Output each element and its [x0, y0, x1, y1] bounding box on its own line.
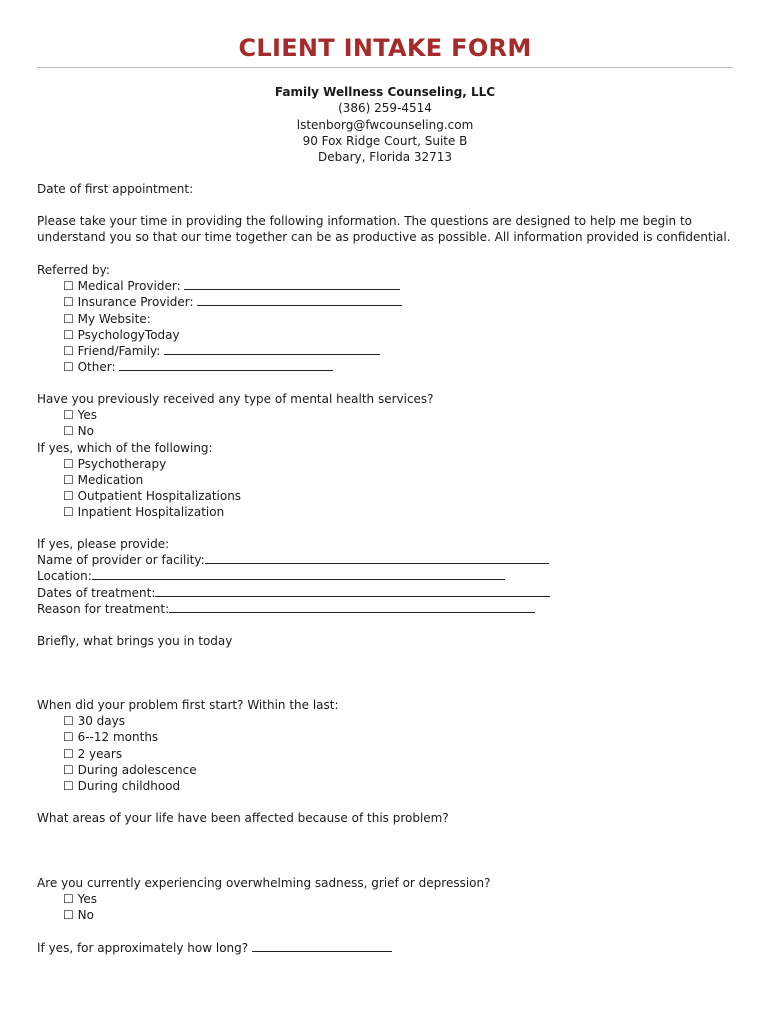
sadness-question: Are you currently experiencing overwhelming sadness, grief or depression? — [37, 876, 491, 890]
checkbox-icon[interactable]: ☐ — [63, 295, 74, 310]
dates-row — [37, 585, 550, 601]
practice-phone: (386) 259-4514 — [338, 101, 432, 116]
option-label: PsychologyToday — [77, 327, 180, 342]
checkbox-icon[interactable]: ☐ — [63, 344, 74, 359]
intro-paragraph — [37, 213, 731, 245]
option-outpatient[interactable] — [37, 488, 434, 504]
areas-question: What areas of your life have been affected because of this problem? — [37, 811, 449, 825]
option-label: Insurance Provider: — [77, 295, 194, 310]
checkbox-icon[interactable]: ☐ — [63, 279, 74, 294]
checkbox-icon[interactable]: ☐ — [63, 762, 74, 777]
option-label: My Website: — [77, 311, 151, 326]
field-label: Name of provider or facility: — [37, 553, 205, 568]
brief-section — [37, 633, 232, 649]
fill-in-line[interactable] — [164, 343, 380, 355]
checkbox-icon[interactable]: ☐ — [63, 473, 74, 488]
option-no[interactable] — [37, 423, 434, 439]
how-long-section — [37, 940, 392, 956]
provider-name-line[interactable] — [205, 552, 549, 564]
option-yes[interactable] — [37, 891, 491, 907]
option-psychotherapy[interactable] — [37, 456, 434, 472]
services-followup-label: If yes, which of the following: — [37, 440, 213, 455]
option-label: Yes — [77, 408, 97, 423]
option-label: During childhood — [77, 779, 181, 794]
option-medication[interactable] — [37, 472, 434, 488]
option-other[interactable] — [37, 359, 402, 375]
checkbox-icon[interactable]: ☐ — [63, 456, 74, 471]
practice-address-line2: Debary, Florida 32713 — [317, 150, 453, 165]
option-inpatient[interactable] — [37, 504, 434, 520]
intro-line: understand you so that our time together can be as productive as possible. All information provided is confidential. — [37, 230, 731, 245]
field-label: Dates of treatment: — [37, 585, 156, 600]
previous-services-section — [37, 391, 434, 521]
problem-start-question: When did your problem first start? Within the last: — [37, 698, 339, 712]
option-label: Medication — [77, 473, 144, 488]
option-medical-provider[interactable] — [37, 278, 402, 294]
location-line[interactable] — [92, 568, 505, 580]
option-2-years[interactable] — [37, 746, 339, 762]
option-6-12-months[interactable] — [37, 729, 339, 745]
problem-start-section — [37, 697, 339, 794]
checkbox-icon[interactable]: ☐ — [63, 779, 74, 794]
practice-header — [0, 84, 770, 165]
how-long-line[interactable] — [252, 940, 392, 952]
date-first-appointment — [37, 181, 193, 197]
checkbox-icon[interactable]: ☐ — [63, 424, 74, 439]
sadness-section — [37, 875, 491, 924]
option-childhood[interactable] — [37, 778, 339, 794]
practice-name: Family Wellness Counseling, LLC — [274, 85, 496, 99]
option-label: 6--12 months — [77, 730, 159, 745]
provide-label: If yes, please provide: — [37, 537, 170, 551]
reason-row — [37, 601, 550, 617]
option-friend-family[interactable] — [37, 343, 402, 359]
option-psychologytoday[interactable] — [37, 327, 402, 343]
checkbox-icon[interactable]: ☐ — [63, 327, 74, 342]
practice-address-line1: 90 Fox Ridge Court, Suite B — [302, 133, 468, 148]
option-label: Medical Provider: — [77, 279, 181, 294]
checkbox-icon[interactable]: ☐ — [63, 489, 74, 504]
how-long-label: If yes, for approximately how long? — [37, 941, 249, 955]
option-label: 2 years — [77, 746, 123, 761]
previous-services-question: Have you previously received any type of mental health services? — [37, 392, 434, 406]
dates-line[interactable] — [155, 585, 550, 597]
fill-in-line[interactable] — [184, 278, 400, 290]
practice-email: lstenborg@fwcounseling.com — [296, 117, 474, 132]
option-label: Psychotherapy — [77, 456, 167, 471]
option-label: Yes — [77, 892, 97, 907]
areas-section — [37, 810, 449, 826]
option-label: 30 days — [77, 714, 126, 729]
checkbox-icon[interactable]: ☐ — [63, 360, 74, 375]
checkbox-icon[interactable]: ☐ — [63, 746, 74, 761]
option-label: No — [77, 908, 94, 923]
option-label: No — [77, 424, 94, 439]
form-title: CLIENT INTAKE FORM — [238, 34, 532, 62]
option-my-website[interactable] — [37, 311, 402, 327]
checkbox-icon[interactable]: ☐ — [63, 908, 74, 923]
option-insurance-provider[interactable] — [37, 294, 402, 310]
option-label: During adolescence — [77, 762, 197, 777]
option-label: Friend/Family: — [77, 344, 161, 359]
title-divider — [37, 67, 733, 68]
reason-line[interactable] — [169, 601, 535, 613]
date-label: Date of first appointment: — [37, 182, 194, 196]
referred-by-label: Referred by: — [37, 263, 110, 277]
provider-details-section — [37, 536, 550, 617]
checkbox-icon[interactable]: ☐ — [63, 714, 74, 729]
field-label: Reason for treatment: — [37, 601, 170, 616]
location-row — [37, 568, 550, 584]
brief-question: Briefly, what brings you in today — [37, 634, 233, 648]
option-30-days[interactable] — [37, 713, 339, 729]
referred-by-section — [37, 262, 402, 375]
option-label: Other: — [77, 360, 116, 375]
checkbox-icon[interactable]: ☐ — [63, 408, 74, 423]
field-label: Location: — [37, 569, 92, 584]
provider-name-row — [37, 552, 550, 568]
checkbox-icon[interactable]: ☐ — [63, 311, 74, 326]
option-label: Inpatient Hospitalization — [77, 505, 225, 520]
option-label: Outpatient Hospitalizations — [77, 489, 242, 504]
intro-line: Please take your time in providing the following information. The questions are designed to help me begin to — [37, 214, 693, 228]
checkbox-icon[interactable]: ☐ — [63, 505, 74, 520]
fill-in-line[interactable] — [197, 294, 402, 306]
checkbox-icon[interactable]: ☐ — [63, 892, 74, 907]
checkbox-icon[interactable]: ☐ — [63, 730, 74, 745]
option-no[interactable] — [37, 907, 491, 923]
option-adolescence[interactable] — [37, 762, 339, 778]
fill-in-line[interactable] — [119, 359, 333, 371]
option-yes[interactable] — [37, 407, 434, 423]
